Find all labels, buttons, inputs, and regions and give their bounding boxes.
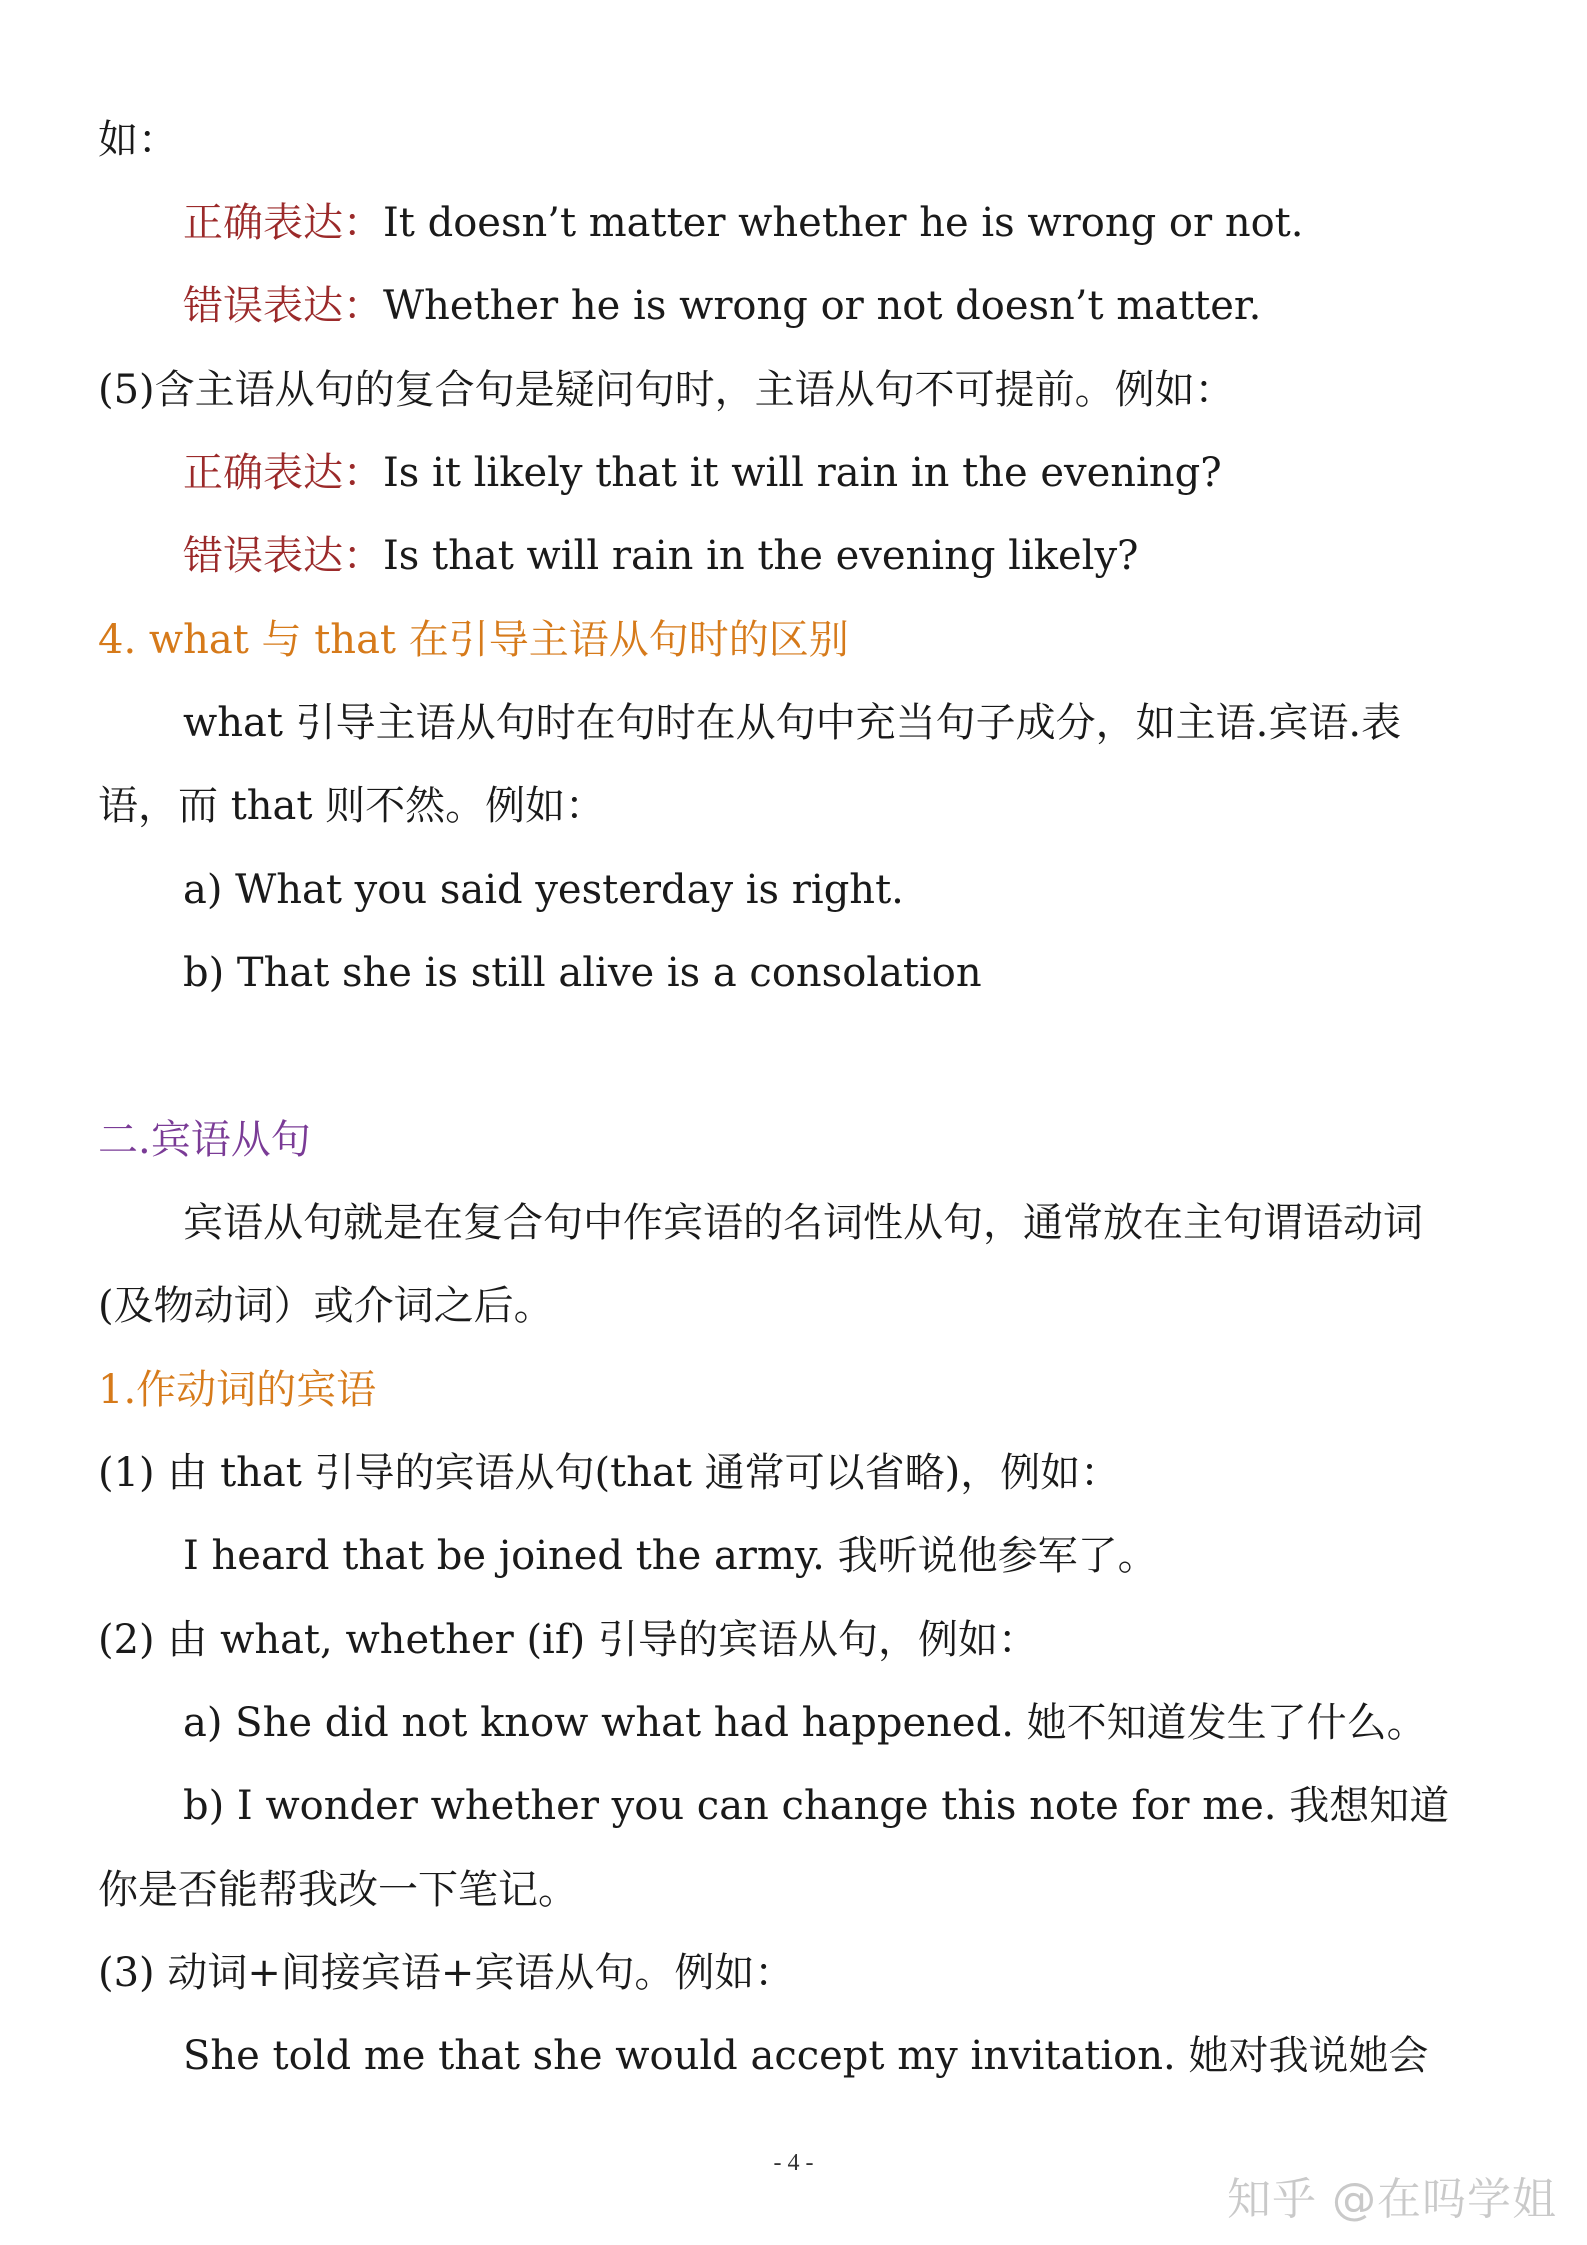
paragraph-line: 宾语从句就是在复合句中作宾语的名词性从句，通常放在主句谓语动词 [183, 1200, 1423, 1246]
example-sentence: Is it likely that it will rain in the evening? [383, 450, 1222, 496]
rule-3: (3) 动词+间接宾语+宾语从句。例如： [98, 1950, 795, 1996]
example-sentence: It doesn’t matter whether he is wrong or not. [383, 200, 1304, 246]
rule-1: (1) 由 that 引导的宾语从句(that 通常可以省略)，例如： [98, 1450, 1121, 1496]
watermark: 知乎 @在吗学姐 [1227, 2174, 1557, 2225]
wrong-label: 错误表达： [183, 283, 383, 329]
example-b: b) That she is still alive is a consolation [183, 950, 982, 996]
example-intro: 如： [98, 117, 178, 163]
section-heading-object-clause: 二.宾语从句 [98, 1117, 311, 1163]
correct-example-1 [183, 198, 1303, 248]
example-sentence: Is that will rain in the evening likely? [383, 533, 1139, 579]
correct-label: 正确表达： [183, 200, 383, 246]
section-heading-4: 4. what 与 that 在引导主语从句时的区别 [98, 617, 849, 663]
paragraph-line: 语，而 that 则不然。例如： [98, 783, 606, 829]
correct-label: 正确表达： [183, 450, 383, 496]
correct-example-2 [183, 448, 1222, 498]
paragraph-line: 你是否能帮我改一下笔记。 [98, 1867, 578, 1913]
example-a: a) What you said yesterday is right. [183, 867, 904, 913]
paragraph-line: (及物动词）或介词之后。 [98, 1283, 554, 1329]
example-sentence: Whether he is wrong or not doesn’t matter. [383, 283, 1262, 329]
wrong-example-1 [183, 281, 1261, 331]
example-sentence: I heard that be joined the army. 我听说他参军了。 [183, 1533, 1158, 1579]
rule-5: (5)含主语从句的复合句是疑问句时，主语从句不可提前。例如： [98, 367, 1235, 413]
example-b: b) I wonder whether you can change this note for me. 我想知道 [183, 1783, 1450, 1829]
wrong-label: 错误表达： [183, 533, 383, 579]
paragraph-line: what 引导主语从句时在句时在从句中充当句子成分，如主语.宾语.表 [183, 700, 1402, 746]
example-a: a) She did not know what had happened. 她不知道发生了什么。 [183, 1700, 1427, 1746]
example-sentence: She told me that she would accept my invitation. 她对我说她会 [183, 2033, 1429, 2079]
page-number: - 4 - [773, 2150, 814, 2176]
subsection-heading-1: 1.作动词的宾语 [98, 1367, 377, 1413]
wrong-example-2 [183, 531, 1139, 581]
rule-2: (2) 由 what, whether (if) 引导的宾语从句，例如： [98, 1617, 1038, 1663]
